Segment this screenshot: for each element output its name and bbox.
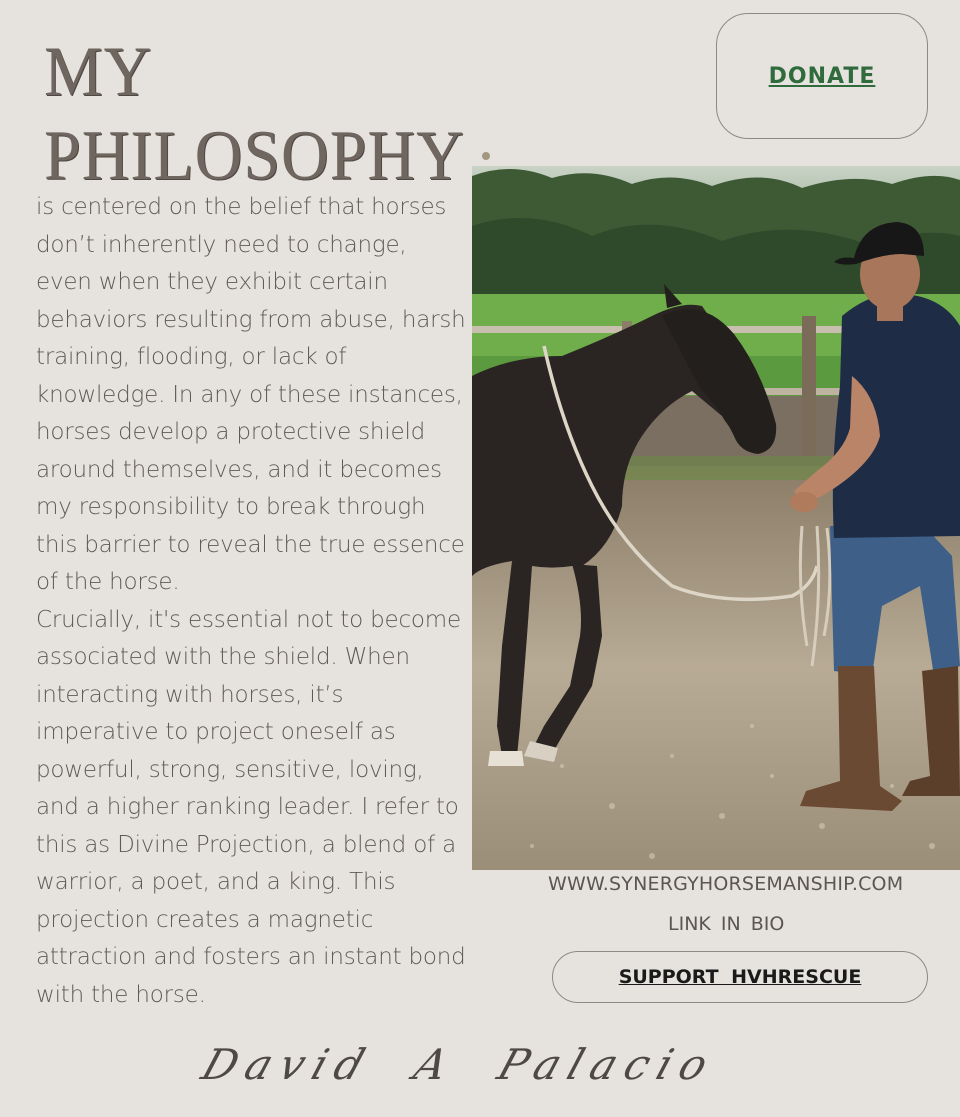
horse-training-photo — [472, 166, 960, 870]
philosophy-paragraph-2: Crucially, it's essential not to become associated with the shield. When interacting with horses, it’s imperative to project oneself as powerful, strong, sensitive, loving, and a higher ranking leader. I refer to this as Divine Projection, a blend of a warrior, a poet, and a king. This projection creates a magnetic attraction and fosters an instant bond with the horse. — [36, 606, 466, 1008]
signature: David A Palacio — [196, 1040, 723, 1089]
philosophy-text — [36, 189, 468, 1014]
title-accent-dot — [482, 152, 490, 160]
page-title — [44, 30, 465, 198]
title-line-2: PHILOSOPHY — [44, 116, 465, 196]
philosophy-paragraph-1: is centered on the belief that horses don’t inherently need to change, even when they exhibit certain behaviors resulting from abuse, harsh training, flooding, or lack of knowledge. In any of these instances, horses develop a protective shield around themselves, and it becomes my responsibility to break through this barrier to reveal the true essence of the horse. — [36, 194, 466, 595]
website-link[interactable]: WWW.SYNERGYHORSEMANSHIP.COM — [548, 873, 904, 895]
title-line-1: MY — [44, 32, 153, 111]
link-in-bio-text: LINK IN BIO — [668, 913, 785, 935]
support-hvhrescue-button[interactable]: SUPPORT HVHRESCUE — [552, 951, 928, 1003]
donate-button[interactable]: DONATE — [716, 13, 928, 139]
